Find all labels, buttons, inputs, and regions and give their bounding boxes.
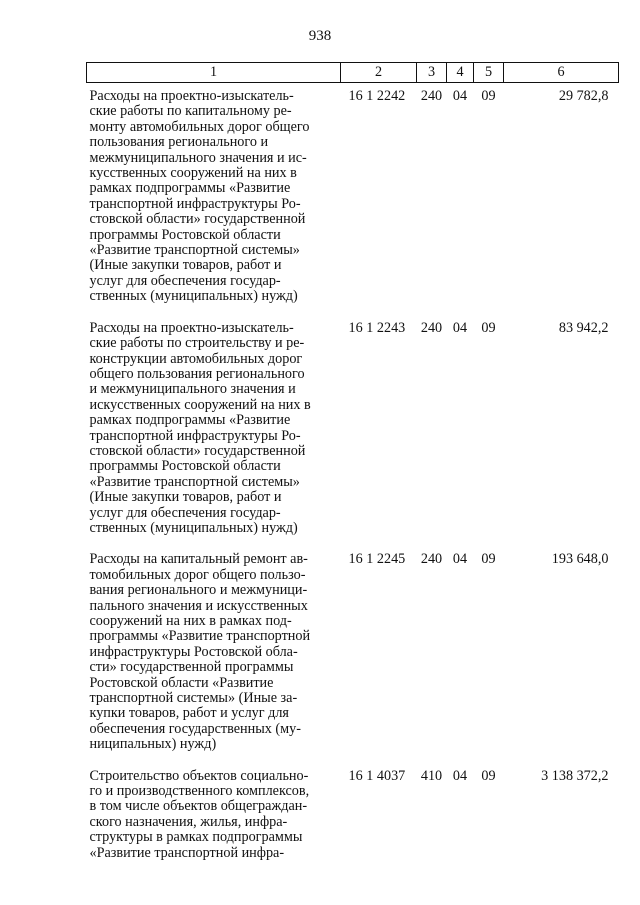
page-number: 938 xyxy=(308,28,332,44)
row-description: Расходы на проектно-изыскатель- ские работы по капитальному ре- монту автомобильных дорог общего пользования регионального и межмуниципального значения и ис- кусственных сооружений на них в рамках подпрограммы «Развитие транспортной инфраструктуры Ро- стовской области» государственной программы Ростовской области «Развитие транспортной системы» (Иные закупки товаров, работ и услуг для обеспечения государ- ственных (муниципальных) нужд) xyxy=(89,88,310,305)
row-target-code: 16 1 2245 xyxy=(348,551,406,568)
row-target-code: 16 1 2243 xyxy=(348,319,406,336)
row-expense-type: 240 xyxy=(420,319,443,336)
column-header-description: 1 xyxy=(87,63,341,83)
row-amount: 193 648,0 xyxy=(551,551,609,568)
column-header-type: 3 xyxy=(417,63,447,83)
row-subsection: 09 xyxy=(481,551,496,568)
row-target-code: 16 1 2242 xyxy=(348,88,406,104)
row-section: 04 xyxy=(452,319,468,336)
row-subsection: 09 xyxy=(481,767,496,784)
row-subsection: 09 xyxy=(481,88,496,104)
row-section: 04 xyxy=(452,551,468,568)
row-amount: 29 782,8 xyxy=(558,88,609,104)
row-description: Расходы на капитальный ремонт ав- томобильных дорог общего пользо- вания регионального и межмуници- пального значения и искусственных сооружений на них в рамках под- программы «Развитие транспортной инфраструктуры Ростовской обла- сти» государственной программы Ростовской области «Развитие транспортной системы» (Иные за- купки товаров, работ и услуг для обеспечения государственных (му- ниципальных) нужд) xyxy=(89,551,311,753)
row-amount: 83 942,2 xyxy=(558,319,609,336)
table-row xyxy=(87,83,619,315)
column-header-amount: 6 xyxy=(504,63,619,83)
table-row xyxy=(87,546,619,762)
row-description: Строительство объектов социально- го и производственного комплексов, в том числе объектов общеграждан- ского назначения, жилья, инфра- структуры в рамках подпрограммы «Развитие транспортной инфра- xyxy=(89,767,310,861)
column-header-code: 2 xyxy=(341,63,417,83)
row-target-code: 16 1 4037 xyxy=(348,767,406,784)
row-expense-type: 240 xyxy=(420,88,443,104)
table-row xyxy=(87,315,619,547)
column-header-subsection: 5 xyxy=(474,63,504,83)
table-header-row xyxy=(87,63,619,83)
row-expense-type: 410 xyxy=(420,767,443,784)
column-header-section: 4 xyxy=(447,63,474,83)
row-description: Расходы на проектно-изыскатель- ские работы по строительству и ре- конструкции автомобильных дорог общего пользования регионального и межмуниципального значения и искусственных сооружений на них в рамках подпрограммы «Развитие транспортной инфраструктуры Ро- стовской области» государственной программы Ростовской области «Развитие транспортной системы» (Иные закупки товаров, работ и услуг для обеспечения государ- ственных (муниципальных) нужд) xyxy=(89,319,311,536)
table-row xyxy=(87,763,619,871)
row-subsection: 09 xyxy=(481,319,496,336)
row-amount: 3 138 372,2 xyxy=(541,767,609,784)
row-section: 04 xyxy=(452,767,468,784)
row-expense-type: 240 xyxy=(420,551,443,568)
row-section: 04 xyxy=(452,88,468,104)
budget-table xyxy=(86,62,619,871)
